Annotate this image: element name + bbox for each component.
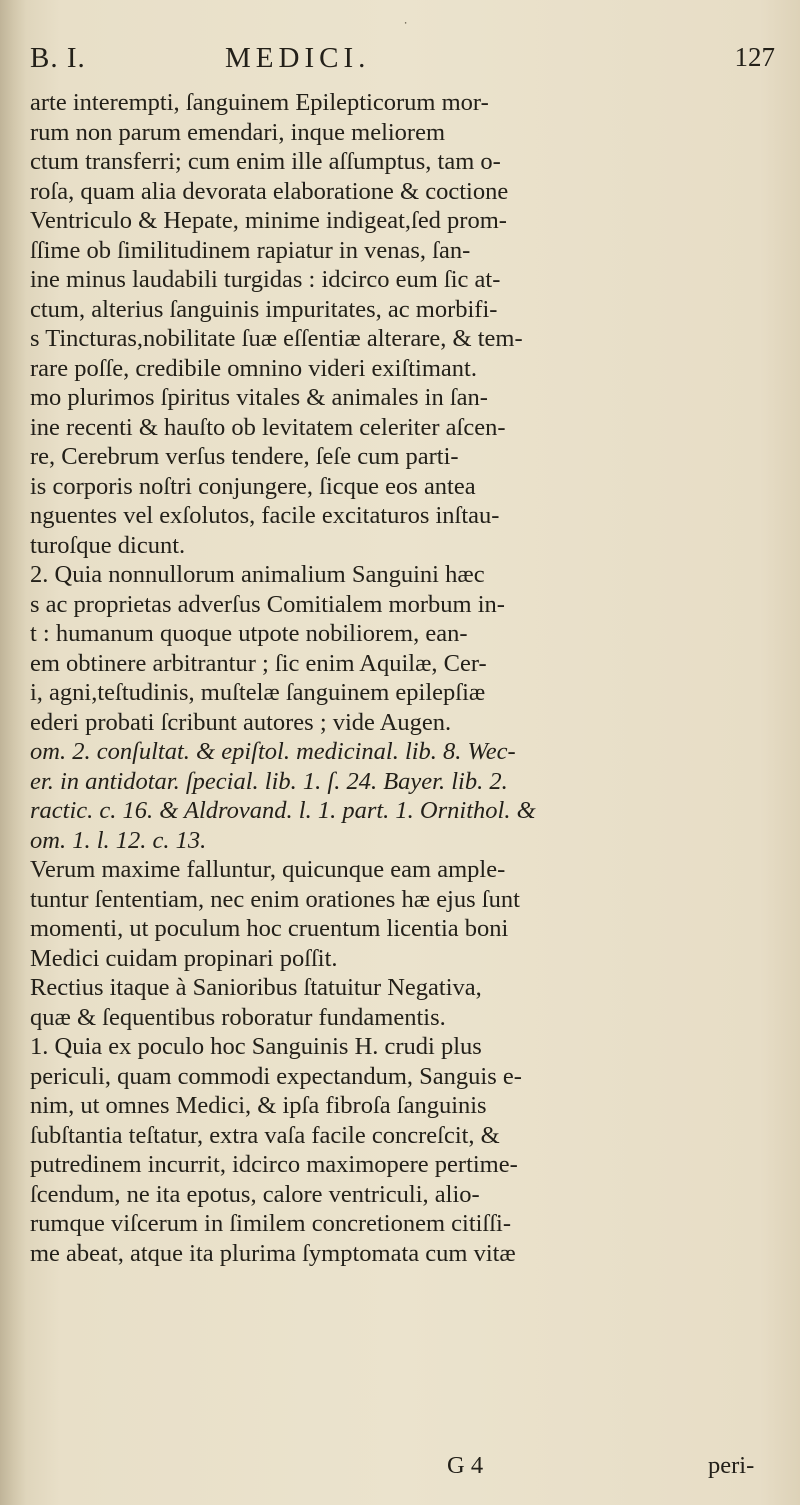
binding-gutter: [0, 0, 26, 1505]
text-line: ſſime ob ſimilitudinem rapiatur in venas, ſan-: [30, 236, 471, 264]
text-line: is corporis noſtri conjungere, ſicque eos antea: [30, 472, 476, 500]
running-head-left: B. I.: [30, 42, 86, 74]
text-line: ine minus laudabili turgidas : idcirco eum ſic at-: [30, 266, 501, 293]
page-footer: [30, 1452, 782, 1486]
catchword: peri-: [708, 1452, 755, 1479]
text-line: em obtinere arbitrantur ; ſic enim Aquilæ, Cer-: [30, 649, 487, 677]
text-line: momenti, ut poculum hoc cruentum licentia boni: [30, 915, 509, 942]
citation-line: om. 2. conſultat. & epiſtol. medicinal. lib. 8. Wec-: [30, 738, 516, 765]
signature-mark: G 4: [447, 1452, 484, 1479]
text-line: ine recenti & hauſto ob levitatem celeriter aſcen-: [30, 413, 506, 441]
running-header: [30, 42, 775, 82]
text-line: putredinem incurrit, idcirco maximopere pertime-: [30, 1151, 518, 1178]
text-line: ctum, alterius ſanguinis impuritates, ac morbifi-: [30, 295, 498, 323]
text-line: rum non parum emendari, inque meliorem: [30, 118, 446, 146]
text-body: [30, 88, 782, 1268]
page-number: 127: [734, 42, 775, 72]
text-line: ederi probati ſcribunt autores ; vide Augen.: [30, 708, 452, 736]
text-line: ſcendum, ne ita epotus, calore ventriculi, alio-: [30, 1180, 480, 1208]
text-line: i, agni,teſtudinis, muſtelæ ſanguinem epilepſiæ: [30, 679, 486, 706]
text-line: me abeat, atque ita plurima ſymptomata cum vitæ: [30, 1239, 516, 1267]
text-line: mo plurimos ſpiritus vitales & animales in ſan-: [30, 384, 488, 411]
text-line: nim, ut omnes Medici, & ipſa fibroſa ſanguinis: [30, 1092, 487, 1119]
text-line: turoſque dicunt.: [30, 531, 186, 559]
text-line: Rectius itaque à Sanioribus ſtatuitur Negativa,: [30, 974, 482, 1001]
citation-line: om. 1. l. 12. c. 13.: [30, 826, 207, 854]
text-line: t : humanum quoque utpote nobiliorem, ean-: [30, 620, 468, 647]
text-line: ſubſtantia teſtatur, extra vaſa facile concreſcit, &: [30, 1121, 500, 1149]
text-line: s ac proprietas adverſus Comitialem morbum in-: [30, 590, 505, 618]
text-line: Ventriculo & Hepate, minime indigeat,ſed prom-: [30, 207, 507, 234]
text-line: arte interempti, ſanguinem Epilepticorum mor-: [30, 89, 489, 116]
text-line: Verum maxime falluntur, quicunque eam ample-: [30, 856, 506, 883]
text-line: ctum transferri; cum enim ille aſſumptus, tam o-: [30, 148, 501, 175]
text-line: Medici cuidam propinari poſſit.: [30, 944, 338, 972]
text-line: re, Cerebrum verſus tendere, ſeſe cum parti-: [30, 443, 459, 470]
text-line: roſa, quam alia devorata elaboratione & coctione: [30, 177, 509, 205]
running-head-title: MEDICI.: [225, 42, 371, 74]
text-line: quæ & ſequentibus roboratur fundamentis.: [30, 1003, 446, 1031]
citation-line: ractic. c. 16. & Aldrovand. l. 1. part. 1. Ornithol. &: [30, 797, 536, 824]
text-line: nguentes vel exſolutos, facile excitaturos inſtau-: [30, 502, 500, 529]
text-line: s Tincturas,nobilitate ſuæ eſſentiæ alterare, & tem-: [30, 325, 523, 352]
ink-speck: ⸱: [404, 16, 408, 30]
text-line: rare poſſe, credibile omnino videri exiſtimant.: [30, 354, 477, 382]
text-line: rumque viſcerum in ſimilem concretionem citiſſi-: [30, 1210, 512, 1237]
citation-line: er. in antidotar. ſpecial. lib. 1. ſ. 24. Bayer. lib. 2.: [30, 767, 508, 795]
text-line: 2. Quia nonnullorum animalium Sanguini hæc: [30, 561, 485, 588]
text-line: periculi, quam commodi expectandum, Sanguis e-: [30, 1062, 522, 1090]
text-line: tuntur ſententiam, nec enim orationes hæ ejus ſunt: [30, 885, 520, 913]
text-line: 1. Quia ex poculo hoc Sanguinis H. crudi plus: [30, 1033, 482, 1060]
